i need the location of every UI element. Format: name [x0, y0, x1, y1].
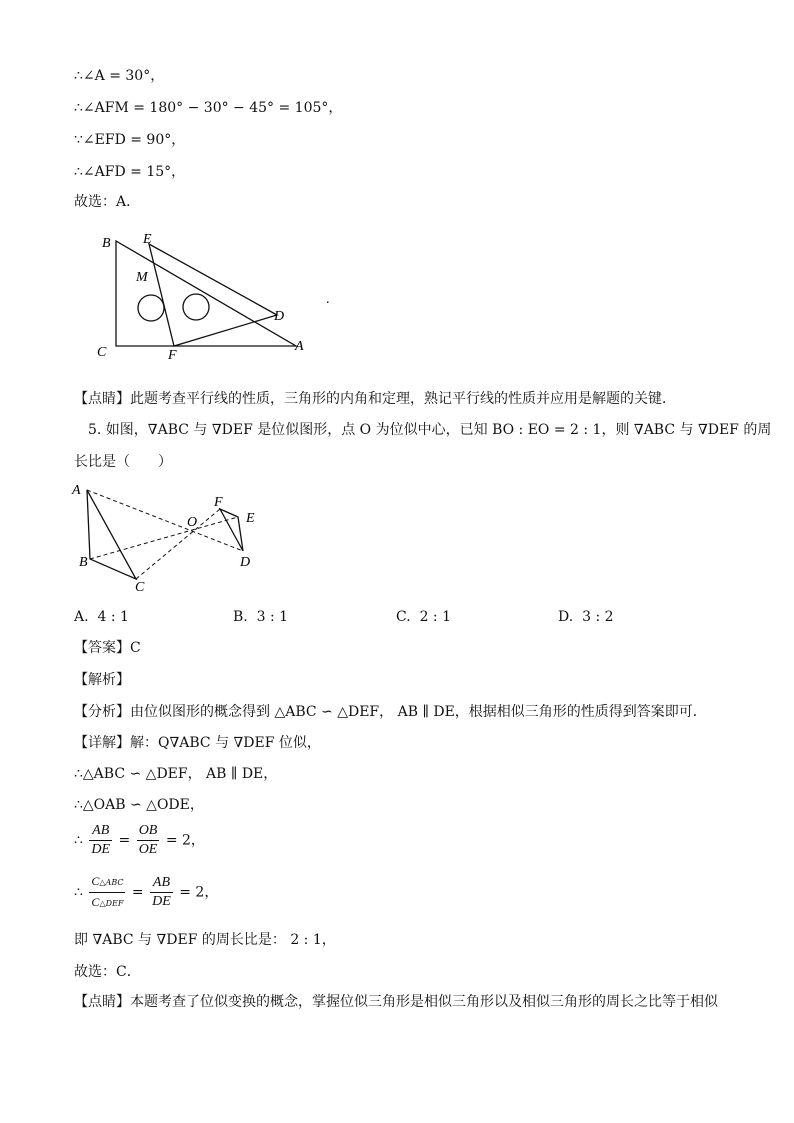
fraction-ab-de-2: $\frac{AB}{DE}$ [152, 875, 171, 909]
label-c: C [97, 345, 107, 360]
fraction-ab-de: $\frac{AB}{DE}$ [91, 823, 111, 857]
step-conclusion: 即 ∇ABC 与 ∇DEF 的周长比是： 2 : 1， [74, 932, 336, 948]
line-angle-a: ∴∠A = 30°， [74, 68, 165, 84]
line-angle-afd: ∴∠AFD = 15°， [74, 164, 186, 180]
label-e: E [246, 511, 255, 526]
line-choose-a: 故选：A． [74, 194, 141, 210]
label-o: O [187, 515, 198, 530]
fraction-perimeter: $\frac{\text{C△ABC}}{\text{C△DEF}}$ [91, 874, 124, 909]
homothety-figure [68, 478, 278, 596]
line-angle-afm: ∴∠AFM = 180° − 30° − 45° = 105°， [74, 100, 343, 116]
detailed-solution: 【详解】解：Q∇ABC 与 ∇DEF 位似， [74, 735, 321, 751]
step-similar: ∴△ABC ∽ △DEF， AB ∥ DE， [74, 766, 278, 782]
option-c: C. 2 : 1 [396, 609, 452, 625]
question-5-line-2: 长比是（ ） [74, 454, 172, 470]
step-perimeter-ratio: ∴ $\frac{\text{C△ABC}}{\text{C△DEF}}$ = $\frac{AB}{DE}$ = 2， [74, 872, 218, 913]
answer-label: 【答案】C [74, 640, 141, 656]
option-d: D. 3 : 2 [558, 609, 614, 625]
step-oab-ode: ∴△OAB ∽ △ODE， [74, 797, 204, 813]
label-b: B [102, 236, 111, 251]
label-m: M [136, 270, 148, 285]
label-a: A [72, 483, 81, 498]
analysis-summary: 【分析】由位似图形的概念得到 △ABC ∽ △DEF， AB ∥ DE，根据相似三角形的性质得到答案即可． [74, 704, 707, 720]
label-f: F [168, 348, 177, 363]
question-5-line-1: 5. 如图，∇ABC 与 ∇DEF 是位似图形，点 O 为位似中心，已知 BO : EO = 2 : 1，则 ∇ABC 与 ∇DEF 的周 [88, 422, 772, 438]
option-a: A. 4 : 1 [74, 609, 129, 625]
line-choose-c: 故选：C． [74, 964, 141, 980]
step-ratio: ∴ $\frac{AB}{DE}$ = $\frac{OB}{OE}$ = 2， [74, 823, 205, 857]
option-b: B. 3 : 1 [233, 609, 289, 625]
analysis-label: 【解析】 [74, 672, 130, 688]
line-angle-efd: ∵∠EFD = 90°， [74, 132, 186, 148]
label-d: D [274, 309, 285, 324]
label-a: A [295, 339, 304, 354]
trailing-dot: . [326, 292, 330, 307]
fraction-ob-oe: $\frac{OB}{OE}$ [138, 823, 158, 857]
label-d: D [240, 555, 251, 570]
label-e: E [143, 232, 152, 247]
label-b: B [79, 555, 88, 570]
triangle-ruler-figure [90, 225, 350, 365]
line-comment-2: 【点睛】本题考查了位似变换的概念，掌握位似三角形是相似三角形以及相似三角形的周长之比等于相似 [74, 994, 718, 1010]
label-f: F [214, 495, 223, 510]
label-c: C [135, 580, 145, 595]
line-comment-1: 【点睛】此题考查平行线的性质，三角形的内角和定理，熟记平行线的性质并应用是解题的关键． [74, 391, 676, 407]
